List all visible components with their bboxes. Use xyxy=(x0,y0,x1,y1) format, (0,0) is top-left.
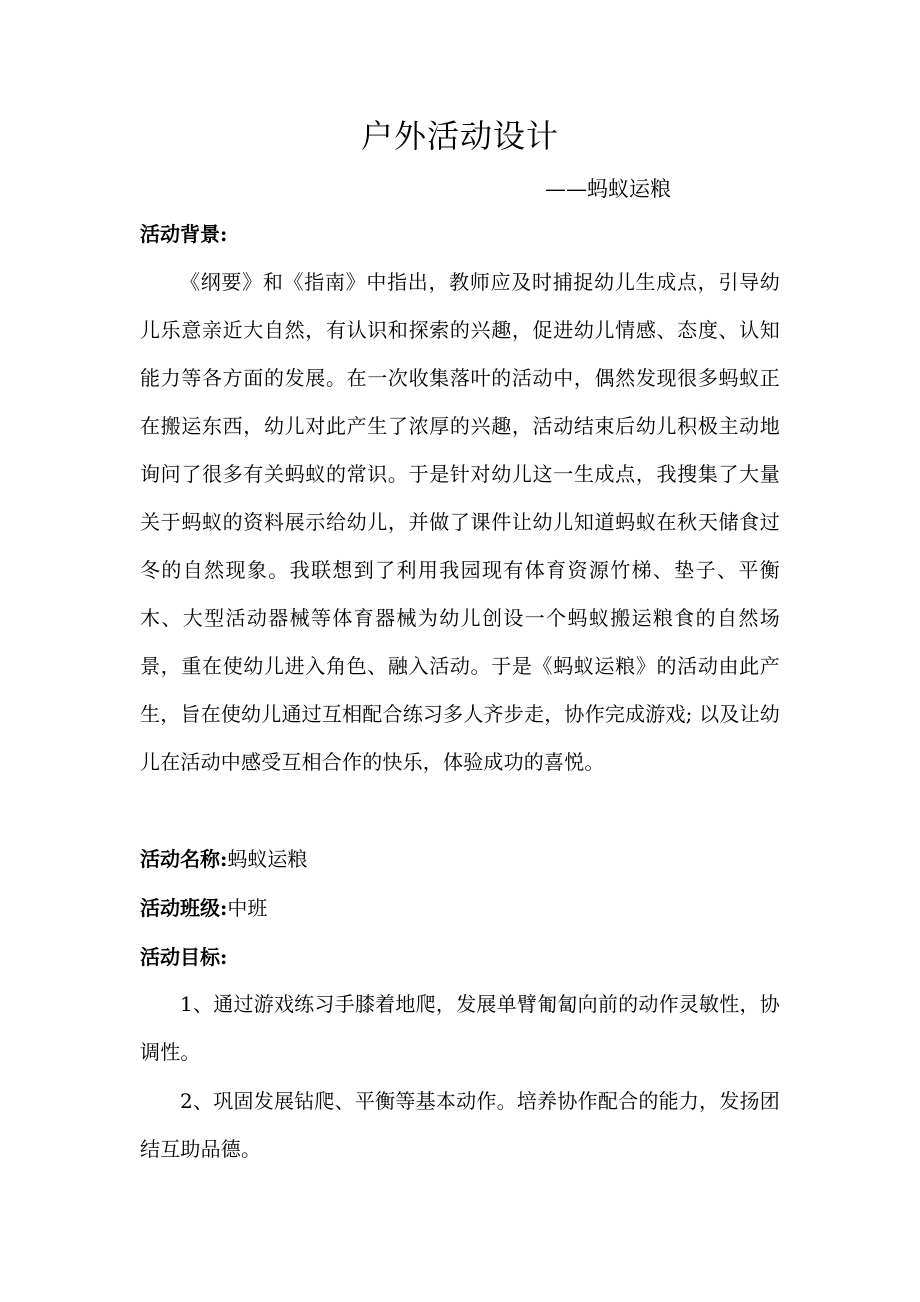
goals-heading: 活动目标: xyxy=(140,945,228,969)
activity-class-label: 活动班级: xyxy=(140,896,228,920)
goal-item-2: 2、巩固发展钻爬、平衡等基本动作。培养协作配合的能力，发扬团结互助品德。 xyxy=(140,1089,780,1161)
goal-item-1: 1、通过游戏练习手膝着地爬，发展单臂匍匐向前的动作灵敏性，协调性。 xyxy=(140,992,780,1064)
activity-class-value: 中班 xyxy=(227,896,268,920)
activity-name-label: 活动名称: xyxy=(140,847,228,871)
background-heading: 活动背景: xyxy=(140,222,228,246)
document-title: 户外活动设计 xyxy=(360,117,559,155)
document-subtitle: ——蚂蚁运粮 xyxy=(545,177,671,201)
activity-name-row xyxy=(140,844,307,874)
activity-name-value: 蚂蚁运粮 xyxy=(227,847,308,871)
background-paragraph: 《纲要》和《指南》中指出，教师应及时捕捉幼儿生成点，引导幼儿乐意亲近大自然，有认识和探索的兴趣，促进幼儿情感、态度、认知能力等各方面的发展。在一次收集落叶的活动中，偶然发现很多蚂蚁正在搬运东西，幼儿对此产生了浓厚的兴趣，活动结束后幼儿积极主动地询问了很多有关蚂蚁的常识。于是针对幼儿这一生成点，我搜集了大量关于蚂蚁的资料展示给幼儿，并做了课件让幼儿知道蚂蚁在秋天储食过冬的自然现象。我联想到了利用我园现有体育资源竹梯、垫子、平衡木、大型活动器械等体育器械为幼儿创设一个蚂蚁搬运粮食的自然场景，重在使幼儿进入角色、融入活动。于是《蚂蚁运粮》的活动由此产生，旨在使幼儿通过互相配合练习多人齐步走，协作完成游戏; 以及让幼儿在活动中感受互相合作的快乐，体验成功的喜悦。 xyxy=(140,270,780,774)
activity-class-row xyxy=(140,893,267,923)
